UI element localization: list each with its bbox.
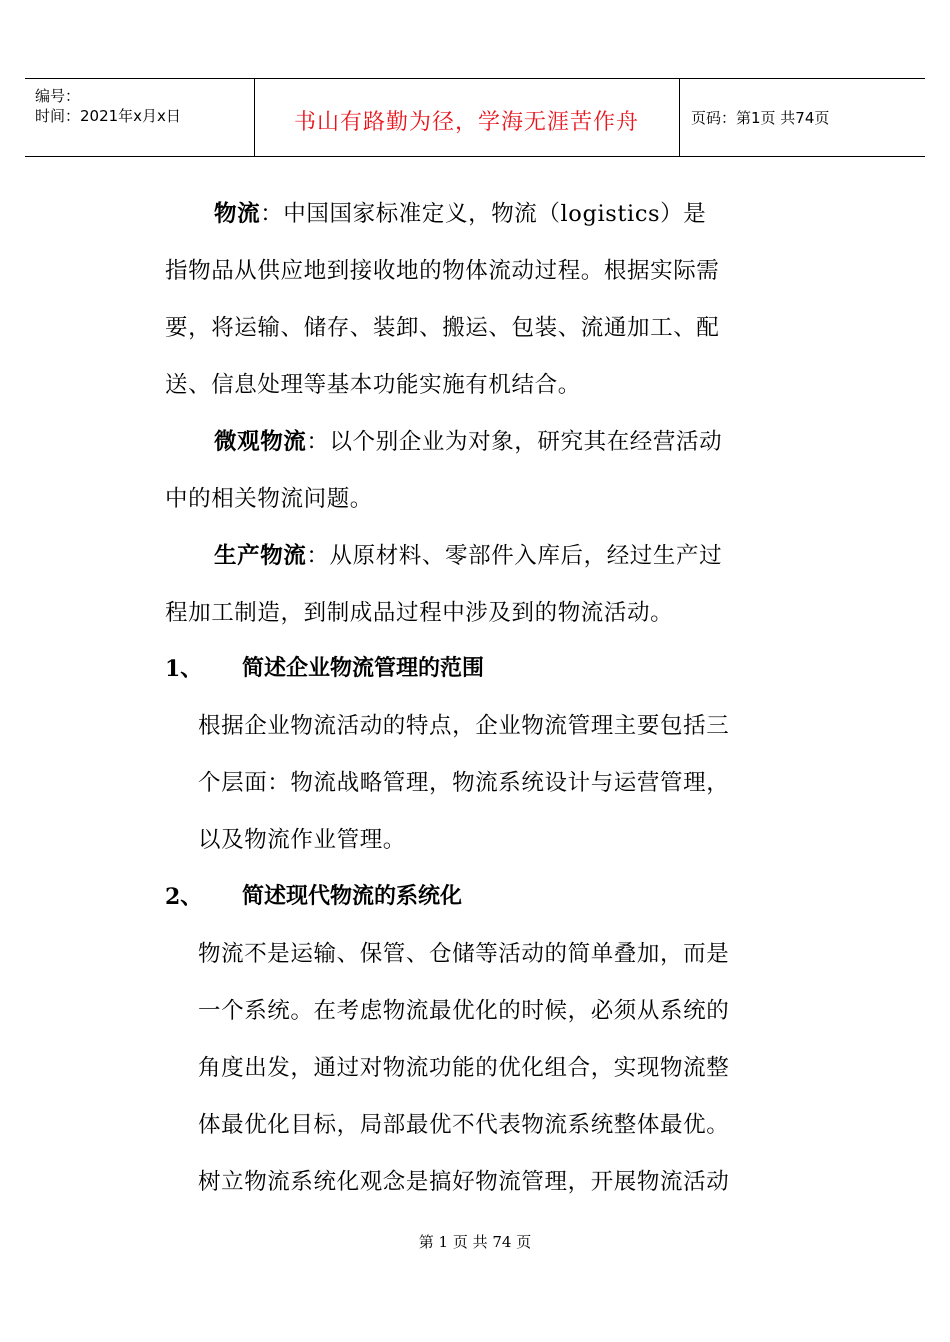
paragraph-line: 树立物流系统化观念是搞好物流管理，开展物流活动	[198, 1169, 730, 1195]
paragraph-line	[214, 542, 722, 570]
motto: 书山有路勤为径，学海无涯苦作舟	[293, 110, 639, 135]
paragraph-line: 体最优化目标，局部最优不代表物流系统整体最优。	[198, 1112, 730, 1138]
header-right-cell	[679, 79, 925, 156]
paragraph-line: 一个系统。在考虑物流最优化的时候，必须从系统的	[198, 998, 730, 1024]
term-micro-logistics: 微观物流	[214, 429, 307, 455]
header-center-cell	[254, 79, 680, 156]
term-production-logistics: 生产物流	[214, 543, 307, 569]
paragraph-line: 指物品从供应地到接收地的物体流动过程。根据实际需	[165, 258, 720, 284]
section-heading: 简述现代物流的系统化	[242, 884, 463, 909]
page-info: 页码：第1页 共74页	[691, 109, 830, 127]
section-heading: 简述企业物流管理的范围	[242, 656, 485, 681]
paragraph-line	[214, 428, 722, 456]
paragraph-line: 程加工制造，到制成品过程中涉及到的物流活动。	[165, 600, 674, 626]
page-footer: 第 1 页 共 74 页	[418, 1233, 532, 1251]
text-span: ：以个别企业为对象，研究其在经营活动	[306, 429, 723, 455]
paragraph-line: 要，将运输、储存、装卸、搬运、包装、流通加工、配	[165, 315, 720, 341]
section-number: 2、	[165, 884, 203, 910]
header-left-cell	[25, 79, 255, 156]
paragraph-line	[214, 200, 706, 228]
paragraph-line: 物流不是运输、保管、仓储等活动的简单叠加，而是	[198, 941, 730, 967]
term-wuliu: 物流	[214, 201, 261, 227]
paragraph-line: 送、信息处理等基本功能实施有机结合。	[165, 372, 581, 398]
time-label: 时间：2021年x月x日	[35, 107, 181, 125]
paragraph-line: 以及物流作业管理。	[198, 827, 406, 853]
section-number: 1、	[165, 656, 203, 682]
paragraph-line: 根据企业物流活动的特点，企业物流管理主要包括三	[198, 713, 730, 739]
text-span: ：从原材料、零部件入库后，经过生产过	[306, 543, 723, 569]
paragraph-line: 中的相关物流问题。	[165, 486, 373, 512]
paragraph-line: 角度出发，通过对物流功能的优化组合，实现物流整	[198, 1055, 730, 1081]
text-span: ：中国国家标准定义，物流（logistics）是	[260, 201, 707, 227]
serial-label: 编号：	[35, 87, 81, 105]
paragraph-line: 个层面：物流战略管理，物流系统设计与运营管理，	[198, 770, 730, 796]
page-header	[25, 78, 925, 157]
